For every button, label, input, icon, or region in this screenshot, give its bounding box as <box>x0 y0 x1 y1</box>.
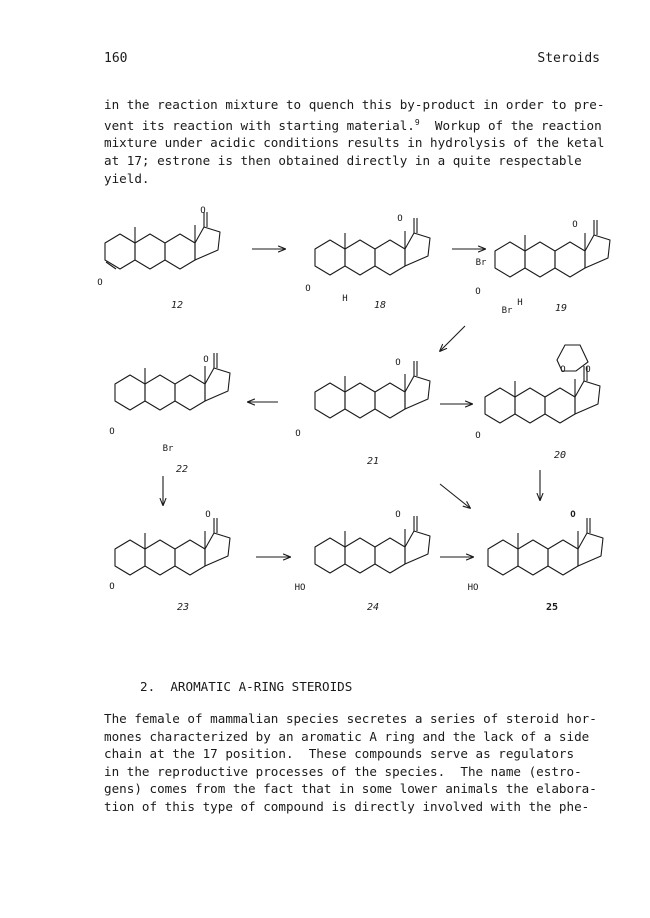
reaction-arrow <box>440 326 465 351</box>
footnote-ref: 9 <box>414 117 420 127</box>
atom-label: HO <box>467 583 479 593</box>
atom-label: O <box>203 355 209 365</box>
atom-label: O <box>585 365 591 375</box>
compound-24 <box>295 510 430 613</box>
compound-22 <box>109 353 230 475</box>
compound-number: 18 <box>373 300 387 311</box>
compound-18 <box>305 214 430 311</box>
running-head: Steroids <box>537 51 600 66</box>
compound-number: 23 <box>176 602 190 613</box>
compound-number: 24 <box>366 602 380 613</box>
text-line-part: vent its reaction with starting material. <box>104 117 415 133</box>
section-number: 2. <box>140 679 156 694</box>
compound-21 <box>295 358 430 467</box>
paragraph-bottom <box>104 710 614 816</box>
compound-number: 12 <box>170 300 184 311</box>
compound-number: 22 <box>175 464 189 475</box>
text-line: gens) comes from the fact that in some lower animals the elabora- <box>104 781 597 797</box>
compound-number: 20 <box>553 450 567 461</box>
atom-label: O <box>397 214 403 224</box>
atom-label: H <box>342 294 348 304</box>
atom-label: O <box>395 358 401 368</box>
compound-19 <box>475 220 610 316</box>
atom-label: Br <box>162 444 174 454</box>
text-line: chain at the 17 position. These compounds serve as regulators <box>104 746 575 762</box>
atom-label: O <box>560 365 566 375</box>
text-line: mones characterized by an aromatic A ring and the lack of a side <box>104 728 590 744</box>
compound-number: 25 <box>545 602 559 613</box>
atom-label: O <box>475 287 481 297</box>
atom-label: HO <box>294 583 306 593</box>
atom-label: H <box>517 298 523 308</box>
section-heading <box>140 679 352 694</box>
atom-label: O <box>109 582 115 592</box>
compound-23 <box>109 510 230 613</box>
text-line: in the reproductive processes of the species. The name (estro- <box>104 763 582 779</box>
atom-label: O <box>475 431 481 441</box>
section-title: AROMATIC A-RING STEROIDS <box>170 679 353 694</box>
text-line-part: Workup of the reaction <box>434 117 602 133</box>
atom-label: O <box>109 427 115 437</box>
atom-label: Br <box>475 258 487 268</box>
atom-label: O <box>97 278 103 288</box>
atom-label: O <box>200 206 206 216</box>
text-line: tion of this type of compound is directly involved with the phe- <box>104 798 590 814</box>
compound-number: 19 <box>554 303 568 314</box>
atom-label: O <box>570 510 576 520</box>
reaction-arrow <box>440 484 470 508</box>
page-number: 160 <box>104 51 128 66</box>
text-line: The female of mammalian species secretes a series of steroid hor- <box>104 711 597 726</box>
text-line: mixture under acidic conditions results in hydrolysis of the ketal <box>104 135 605 151</box>
atom-label: O <box>395 510 401 520</box>
compound-25 <box>468 510 603 613</box>
text-line: at 17; estrone is then obtained directly in a quite respectable <box>104 152 582 168</box>
atom-label: O <box>295 429 301 439</box>
atom-label: O <box>205 510 211 520</box>
atom-label: O <box>572 220 578 230</box>
compound-20 <box>475 345 600 461</box>
compound-12 <box>97 206 220 311</box>
compound-number: 21 <box>366 456 380 467</box>
atom-label: O <box>305 284 311 294</box>
text-line: yield. <box>104 170 150 186</box>
atom-label: Br <box>501 306 513 316</box>
text-line: in the reaction mixture to quench this by-product in order to pre- <box>104 97 605 112</box>
